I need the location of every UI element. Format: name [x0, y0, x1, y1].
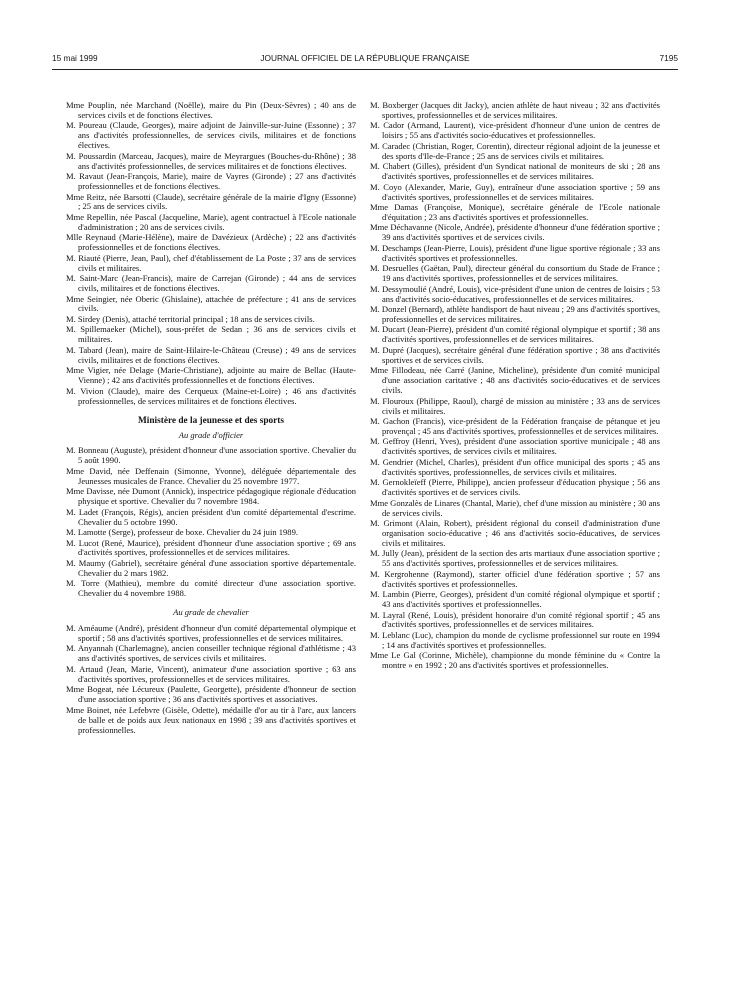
left-column	[66, 101, 356, 736]
honoree-entry: M. Lucot (René, Maurice), président d'honneur d'une association sportive ; 69 ans d'activités sportives, professionnelles et de services militaires.	[66, 537, 356, 558]
honoree-entry: M. Layral (René, Louis), président honoraire d'un comité régional sportif ; 45 ans d'activités sportives, professionnelles et de services militaires.	[370, 609, 660, 630]
honoree-entry: M. Donzel (Bernard), athlète handisport de haut niveau ; 29 ans d'activités sportives, professionnelles et de services militaires.	[370, 304, 660, 324]
honoree-entry: M. Bonneau (Auguste), président d'honneur d'une association sportive. Chevalier du 5 août 1990.	[66, 445, 356, 466]
honoree-entry: M. Flouroux (Philippe, Raoul), chargé de mission au ministère ; 33 ans de services civils et militaires.	[370, 395, 660, 416]
honoree-entry: M. Coyo (Alexander, Marie, Guy), entraîneur d'une association sportive ; 59 ans d'activités sportives, professionnelles et de services militaires.	[370, 181, 660, 202]
honoree-entry: M. Maumy (Gabriel), secrétaire général d'une association sportive départementale. Chevalier du 2 mars 1982.	[66, 557, 356, 578]
honoree-entry: M. Artaud (Jean, Marie, Vincent), animateur d'une association sportive ; 63 ans d'activités sportives, professionnelles et de services militaires.	[66, 663, 356, 684]
honoree-entry: M. Lamotte (Serge), professeur de boxe. Chevalier du 24 juin 1989.	[66, 527, 298, 538]
honoree-entry: Mme Déchavanne (Nicole, Andrée), présidente d'honneur d'une fédération sportive ; 39 ans d'activités sportives et de services civils.	[370, 222, 660, 243]
honoree-entry: M. Cador (Armand, Laurent), vice-président d'honneur d'une union de centres de loisirs ; 55 ans d'activités socio-éducatives et professionnelles.	[370, 120, 660, 141]
right-column	[370, 101, 660, 672]
honoree-entry: M. Riauté (Pierre, Jean, Paul), chef d'établissement de La Poste ; 37 ans de services civils et militaires.	[66, 252, 356, 273]
chevalier-subheading: Au grade de chevalier	[173, 607, 249, 618]
honoree-entry: Mme Gonzalès de Linares (Chantal, Marie), chef d'une mission au ministère ; 30 ans de services civils.	[370, 497, 660, 518]
honoree-entry: M. Torre (Mathieu), membre du comité directeur d'une association sportive. Chevalier du 4 novembre 1988.	[66, 578, 356, 599]
entry-list-top	[66, 101, 356, 407]
honoree-entry: M. Spillemaeker (Michel), sous-préfet de Sedan ; 36 ans de services civils et militaires.	[66, 324, 356, 345]
chevalier-entry-list	[66, 624, 356, 735]
honoree-entry: M. Tabard (Jean), maire de Saint-Hilaire-le-Château (Creuse) ; 49 ans de services civils, militaires et de fonctions électives.	[66, 344, 356, 365]
honoree-entry: M. Ladet (François, Régis), ancien président d'un comité départemental d'escrime. Chevalier du 5 octobre 1990.	[66, 506, 356, 527]
honoree-entry: Mlle Reynaud (Marie-Hélène), maire de Davézieux (Ardèche) ; 22 ans d'activités professionnelles et de fonctions électives.	[66, 232, 356, 253]
honoree-entry: M. Poureau (Claude, Georges), maire adjoint de Jainville-sur-Juine (Essonne) ; 37 ans d'activités professionnelles, de services civils, militaires et de fonctions électives.	[66, 120, 356, 151]
honoree-entry: M. Deschamps (Jean-Pierre, Louis), président d'une ligue sportive régionale ; 33 ans d'activités sportives et professionnelles.	[370, 242, 660, 263]
honoree-entry: M. Jully (Jean), président de la section des arts martiaux d'une association sportive ; 55 ans d'activités sportives, professionnelles et de services militaires.	[370, 548, 660, 569]
honoree-entry: M. Chabert (Gilles), président d'un Syndicat national de moniteurs de ski ; 28 ans d'activités sportives, professionnelles et de services militaires.	[370, 161, 660, 182]
honoree-entry: Mme Pouplin, née Marchand (Noëlle), maire du Pin (Deux-Sèvres) ; 40 ans de services civils et de fonctions électives.	[66, 100, 356, 120]
honoree-entry: Mme Vigier, née Delage (Marie-Christiane), adjointe au maire de Bellac (Haute-Vienne) ; 42 ans d'activités professionnelles et de fonctions électives.	[66, 365, 356, 386]
honoree-entry: M. Sirdey (Denis), attaché territorial principal ; 18 ans de services civils.	[66, 313, 315, 324]
honoree-entry: M. Ravaut (Jean-François, Marie), maire de Vayres (Gironde) ; 27 ans d'activités professionnelles et de fonctions électives.	[66, 171, 356, 192]
honoree-entry: M. Gachon (Francis), vice-président de la Fédération française de pétanque et jeu provençal ; 45 ans d'activités sportives, professionnelles et de services militaires.	[370, 416, 660, 436]
page-number: 7195	[659, 53, 678, 63]
section-heading: Ministère de la jeunesse et des sports	[138, 415, 284, 426]
honoree-entry: M. Dessymoulié (André, Louis), vice-président d'une union de centres de loisirs ; 53 ans d'activités socio-éducatives, professionnelles et de services militaires.	[370, 283, 660, 304]
honoree-entry: Mme Fillodeau, née Carré (Janine, Micheline), présidente d'un comité municipal d'une association caritative ; 48 ans d'activités socio-éducatives et de services civils.	[370, 365, 660, 396]
officier-subheading: Au grade d'officier	[178, 429, 244, 440]
honoree-entry: Mme Boinet, née Lefebvre (Gisèle, Odette), médaille d'or au tir à l'arc, aux lancers de balle et de poids aux Jeux nationaux en 1998 ; 39 ans d'activités sportives et professionnelles.	[66, 704, 356, 735]
honoree-entry: M. Lambin (Pierre, Georges), président d'un comité régional olympique et sportif ; 43 ans d'activités sportives et professionnelles.	[370, 589, 660, 610]
honoree-entry: M. Grimont (Alain, Robert), président régional du conseil d'administration d'une organisation socio-éducative ; 46 ans d'activités socio-éducatives, de services civils et militaires.	[370, 518, 660, 548]
honoree-entry: Mme Reitz, née Barsotti (Claude), secrétaire générale de la mairie d'Igny (Essonne) ; 25 ans de services civils.	[66, 191, 356, 212]
honoree-entry: M. Kergrohenne (Raymond), starter officiel d'une fédération sportive ; 57 ans d'activités sportives et professionnelles.	[370, 568, 660, 589]
chevalier-entry-list-continued	[370, 101, 660, 671]
honoree-entry: Mme David, née Deffenain (Simonne, Yvonne), déléguée départementale des Jeunesses musicales de France. Chevalier du 25 novembre 1977.	[66, 465, 356, 486]
honoree-entry: Mme Davisse, née Dumont (Annick), inspectrice pédagogique régionale d'éducation physique et sportive. Chevalier du 7 novembre 1984.	[66, 486, 356, 507]
officier-entry-list	[66, 446, 356, 599]
honoree-entry: M. Poussardin (Marceau, Jacques), maire de Meyrargues (Bouches-du-Rhône) ; 38 ans d'activités professionnelles, de services militaires et de fonctions électives.	[66, 150, 356, 171]
honoree-entry: M. Caradec (Christian, Roger, Corentin), directeur régional adjoint de la jeunesse et des sports d'Ile-de-France ; 25 ans de services civils et militaires.	[370, 140, 660, 161]
honoree-entry: M. Ducart (Jean-Pierre), président d'un comité régional olympique et sportif ; 38 ans d'activités sportives, professionnelles et de services militaires.	[370, 324, 660, 345]
honoree-entry: M. Dupré (Jacques), secrétaire général d'une fédération sportive ; 38 ans d'activités sportives et de services civils.	[370, 344, 660, 365]
honoree-entry: M. Desruelles (Gaëtan, Paul), directeur général du consortium du Stade de France ; 19 ans d'activités sportives, professionnelles et de services militaires.	[370, 263, 660, 284]
honoree-entry: M. Saint-Marc (Jean-Francis), maire de Carrejan (Gironde) ; 44 ans de services civils, militaires et de fonctions électives.	[66, 273, 356, 294]
honoree-entry: Mme Damas (Françoise, Monique), secrétaire générale de l'Ecole nationale d'équitation ; 23 ans d'activités sportives et professionnelles.	[370, 202, 660, 222]
honoree-entry: M. Boxberger (Jacques dit Jacky), ancien athlète de haut niveau ; 32 ans d'activités sportives, professionnelles et de services militaires.	[370, 100, 660, 120]
honoree-entry: M. Gendrier (Michel, Charles), président d'un office municipal des sports ; 45 ans d'activités sportives, professionnelles, de services civils et militaires.	[370, 456, 660, 477]
honoree-entry: M. Geffroy (Henri, Yves), président d'une association sportive municipale ; 48 ans d'activités sportives, de services civils et militaires.	[370, 436, 660, 457]
honoree-entry: M. Gernokleïeff (Pierre, Philippe), ancien professeur d'éducation physique ; 56 ans d'activités sportives et de services civils.	[370, 477, 660, 498]
issue-date: 15 mai 1999	[52, 53, 98, 63]
honoree-entry: M. Leblanc (Luc), champion du monde de cyclisme professionnel sur route en 1994 ; 14 ans d'activités sportives et professionnelles.	[370, 629, 660, 650]
journal-title: JOURNAL OFFICIEL DE LA RÉPUBLIQUE FRANÇAISE	[260, 53, 470, 63]
honoree-entry: Mme Repellin, née Pascal (Jacqueline, Marie), agent contractuel à l'Ecole nationale d'administration ; 20 ans de services civils.	[66, 211, 356, 232]
honoree-entry: M. Anyannah (Charlemagne), ancien conseiller technique régional d'athlétisme ; 43 ans d'activités sportives, de services civils et militaires.	[66, 643, 356, 664]
honoree-entry: Mme Bogeat, née Lécureux (Paulette, Georgette), présidente d'honneur de section d'une association sportive ; 36 ans d'activités sportives et associatives.	[66, 684, 356, 705]
header-rule	[52, 69, 678, 70]
honoree-entry: Mme Le Gal (Corinne, Michèle), championne du monde féminine du « Contre la montre » en 1992 ; 20 ans d'activités sportives et professionnelles.	[370, 650, 660, 671]
honoree-entry: Mme Seingier, née Oberic (Ghislaine), attachée de préfecture ; 41 ans de services civils.	[66, 293, 356, 314]
honoree-entry: M. Vivion (Claude), maire des Cerqueux (Maine-et-Loire) ; 46 ans d'activités professionnelles, de services militaires et de fonctions électives.	[66, 385, 356, 406]
honoree-entry: M. Améaume (André), président d'honneur d'un comité départemental olympique et sportif ; 58 ans d'activités sportives, professionnelles et de services militaires.	[66, 623, 356, 643]
